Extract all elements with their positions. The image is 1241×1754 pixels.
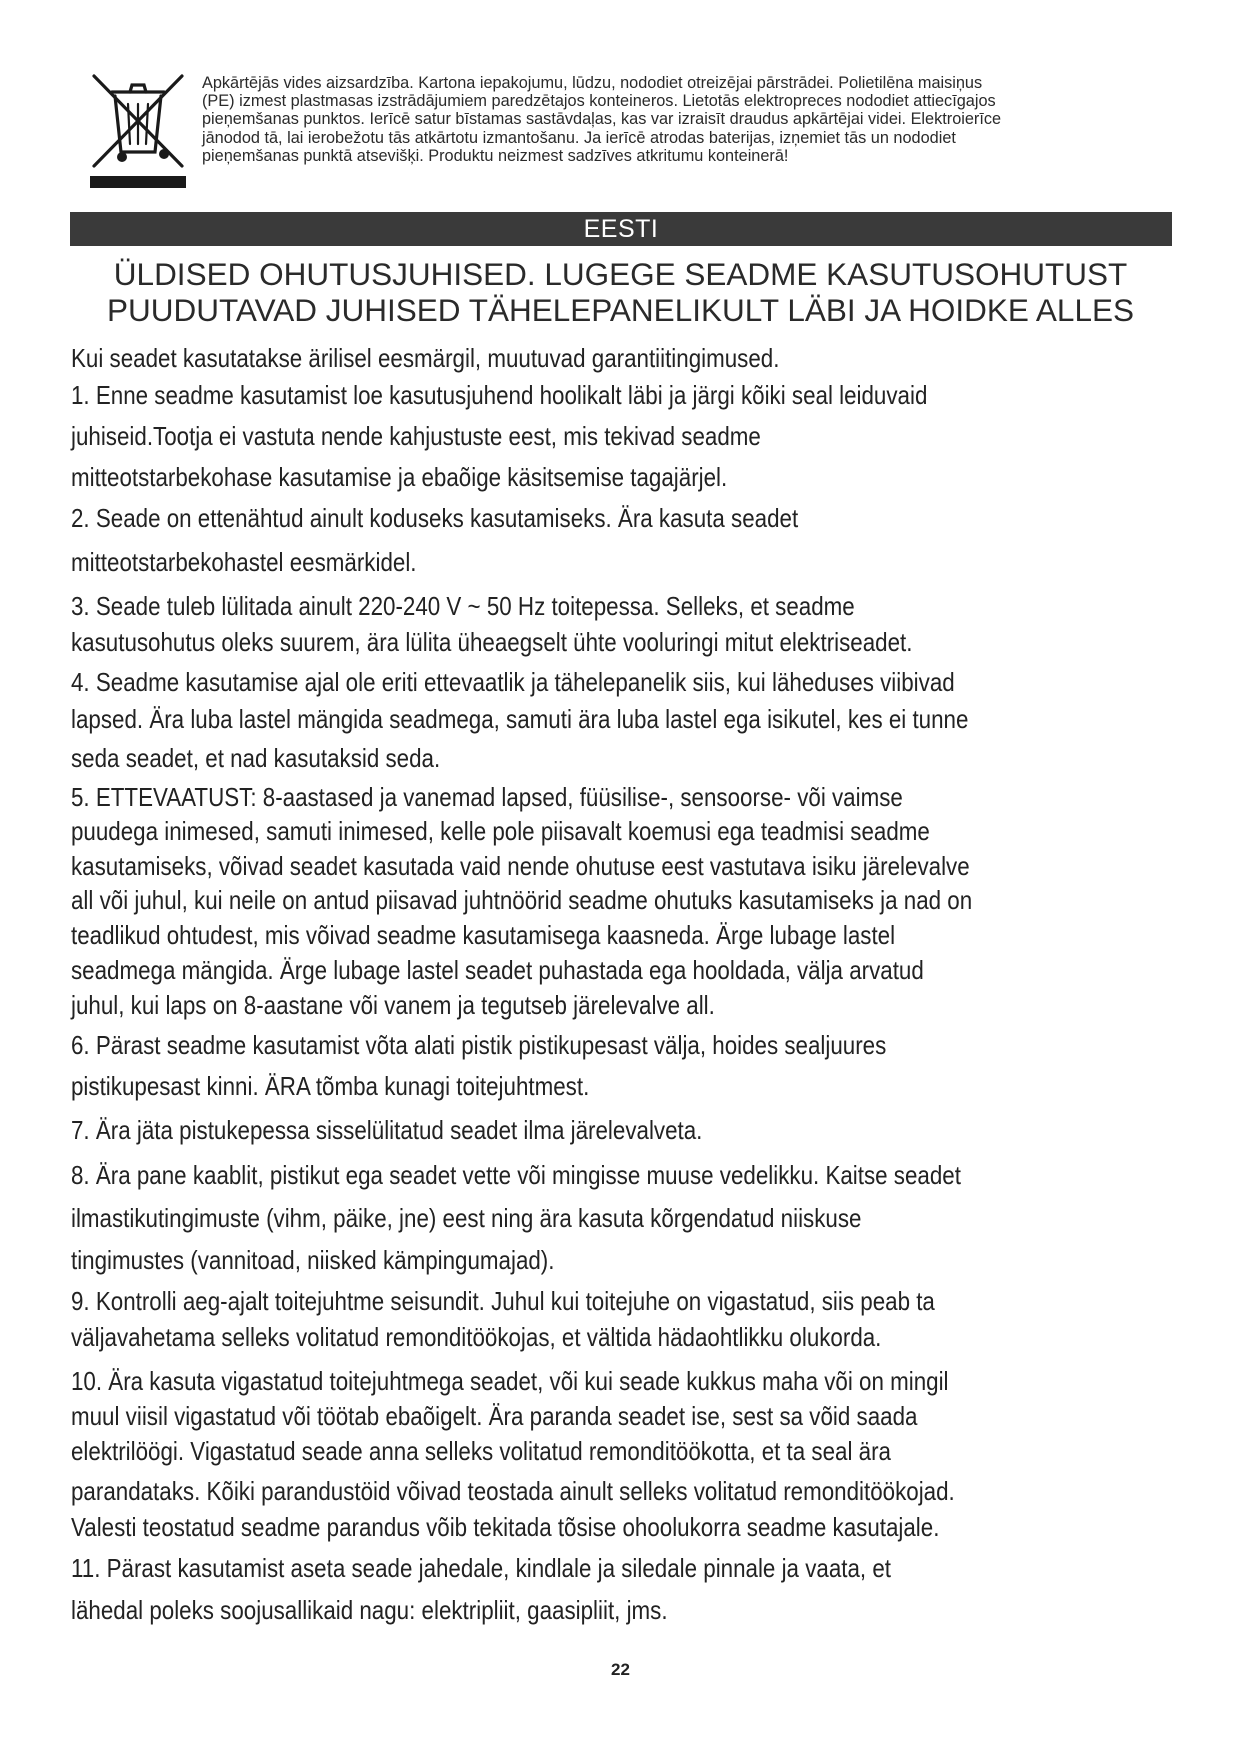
body-line: Valesti teostatud seadme parandus võib tekitada tõsise ohoolukorra seadme kasutajale. <box>71 1512 940 1542</box>
body-line: pistikupesast kinni. ÄRA tõmba kunagi toitejuhtmest. <box>71 1071 590 1101</box>
body-line: all või juhul, kui neile on antud piisavad juhtnöörid seadme ohutuks kasutamiseks ja nad on <box>71 885 973 915</box>
body-line: 11. Pärast kasutamist aseta seade jahedale, kindlale ja siledale pinnale ja vaata, et <box>71 1553 891 1583</box>
body-line: 8. Ära pane kaablit, pistikut ega seadet vette või mingisse muuse vedelikku. Kaitse seadet <box>71 1160 961 1190</box>
language-section-bar: EESTI <box>70 212 1172 246</box>
body-line: lähedal poleks soojusallikaid nagu: elektripliit, gaasipliit, jms. <box>71 1595 668 1625</box>
body-line: juhiseid.Tootja ei vastuta nende kahjustuste eest, mis tekivad seadme <box>71 421 761 451</box>
body-line: muul viisil vigastatud või töötab ebaõigelt. Ära paranda seadet ise, sest sa võid saada <box>71 1401 918 1431</box>
body-line: 2. Seade on ettenähtud ainult koduseks kasutamiseks. Ära kasuta seadet <box>71 503 799 533</box>
environment-line: jānodod tā, lai ierobežotu tās atkārtotu izmantošanu. Ja ierīcē atrodas baterijas, izņemiet tās un nododiet <box>202 128 956 147</box>
body-line: seadmega mängida. Ärge lubage lastel seadet puhastada ega hooldada, välja arvatud <box>71 955 924 985</box>
body-line: 6. Pärast seadme kasutamist võta alati pistik pistikupesast välja, hoides sealjuures <box>71 1030 887 1060</box>
body-line: teadlikud ohtudest, mis võivad seadme kasutamisega kaasneda. Ärge lubage lastel <box>71 920 896 950</box>
body-line: 9. Kontrolli aeg-ajalt toitejuhtme seisundit. Juhul kui toitejuhe on vigastatud, siis peab ta <box>71 1286 935 1316</box>
body-line: mitteotstarbekohase kasutamise ja ebaõige käsitsemise tagajärjel. <box>71 462 728 492</box>
body-line: tingimustes (vannitoad, niisked kämpingumajad). <box>71 1245 555 1275</box>
body-line: 4. Seadme kasutamise ajal ole eriti ettevaatlik ja tähelepanelik siis, kui läheduses viibivad <box>71 667 955 697</box>
environment-notice <box>202 74 1162 165</box>
page-title <box>60 256 1181 328</box>
body-line: elektrilöögi. Vigastatud seade anna selleks volitatud remonditöökotta, et ta seal ära <box>71 1436 891 1466</box>
page-number: 22 <box>611 1660 630 1679</box>
environment-line: pieņemšanas punktos. Ierīcē satur bīstamas sastāvdaļas, kas var izraisīt draudus apkārtējai videi. Elektroierīce <box>202 110 1002 129</box>
environment-line: (PE) izmest plastmasas izstrādājumiem paredzētajos konteineros. Lietotās elektropreces nododiet attiecīgajos <box>202 92 996 111</box>
weee-crossed-bin-icon <box>86 70 190 192</box>
body-line: mitteotstarbekohastel eesmärkidel. <box>71 547 417 577</box>
environment-line: pieņemšanas punktā atsevišķi. Produktu neizmest sadzīves atkritumu konteinerā! <box>202 146 789 165</box>
body-line: lapsed. Ära luba lastel mängida seadmega, samuti ära luba lastel ega isikutel, kes ei tunne <box>71 704 969 734</box>
body-line: seda seadet, et nad kasutaksid seda. <box>71 743 441 773</box>
body-line: 3. Seade tuleb lülitada ainult 220-240 V ~ 50 Hz toitepessa. Selleks, et seadme <box>71 591 855 621</box>
body-line: ilmastikutingimuste (vihm, päike, jne) eest ning ära kasuta kõrgendatud niiskuse <box>71 1203 862 1233</box>
body-line: parandataks. Kõiki parandustöid võivad teostada ainult selleks volitatud remonditöökojad. <box>71 1476 955 1506</box>
body-line: puudega inimesed, samuti inimesed, kelle pole piisavalt koemusi ega teadmisi seadme <box>71 816 930 846</box>
body-line: kasutamiseks, võivad seadet kasutada vaid nende ohutuse eest vastutava isiku järelevalve <box>71 851 970 881</box>
body-line: juhul, kui laps on 8-aastane või vanem ja tegutseb järelevalve all. <box>71 990 715 1020</box>
body-line: 5. ETTEVAATUST: 8-aastased ja vanemad lapsed, füüsilise-, sensoorse- või vaimse <box>71 782 903 812</box>
body-line: Kui seadet kasutatakse ärilisel eesmärgil, muutuvad garantiitingimused. <box>71 343 780 373</box>
body-line: 7. Ära jäta pistukepessa sisselülitatud seadet ilma järelevalveta. <box>71 1115 703 1145</box>
body-line: 1. Enne seadme kasutamist loe kasutusjuhend hoolikalt läbi ja järgi kõiki seal leiduvaid <box>71 380 928 410</box>
environment-line: Apkārtējās vides aizsardzība. Kartona iepakojumu, lūdzu, nododiet otreizējai pārstrādei. Polietilēna maisiņus <box>202 74 983 92</box>
title-line-2: PUUDUTAVAD JUHISED TÄHELEPANELIKULT LÄBI JA HOIDKE ALLES <box>107 292 1134 328</box>
body-line: 10. Ära kasuta vigastatud toitejuhtmega seadet, või kui seade kukkus maha või on mingil <box>71 1366 949 1396</box>
body-line: kasutusohutus oleks suurem, ära lülita üheaegselt ühte vooluringi mitut elektriseadet. <box>71 627 913 657</box>
body-line: väljavahetama selleks volitatud remonditöökojas, et vältida hädaohtlikku olukorda. <box>71 1322 882 1352</box>
title-line-1: ÜLDISED OHUTUSJUHISED. LUGEGE SEADME KASUTUSOHUTUST <box>113 256 1128 292</box>
